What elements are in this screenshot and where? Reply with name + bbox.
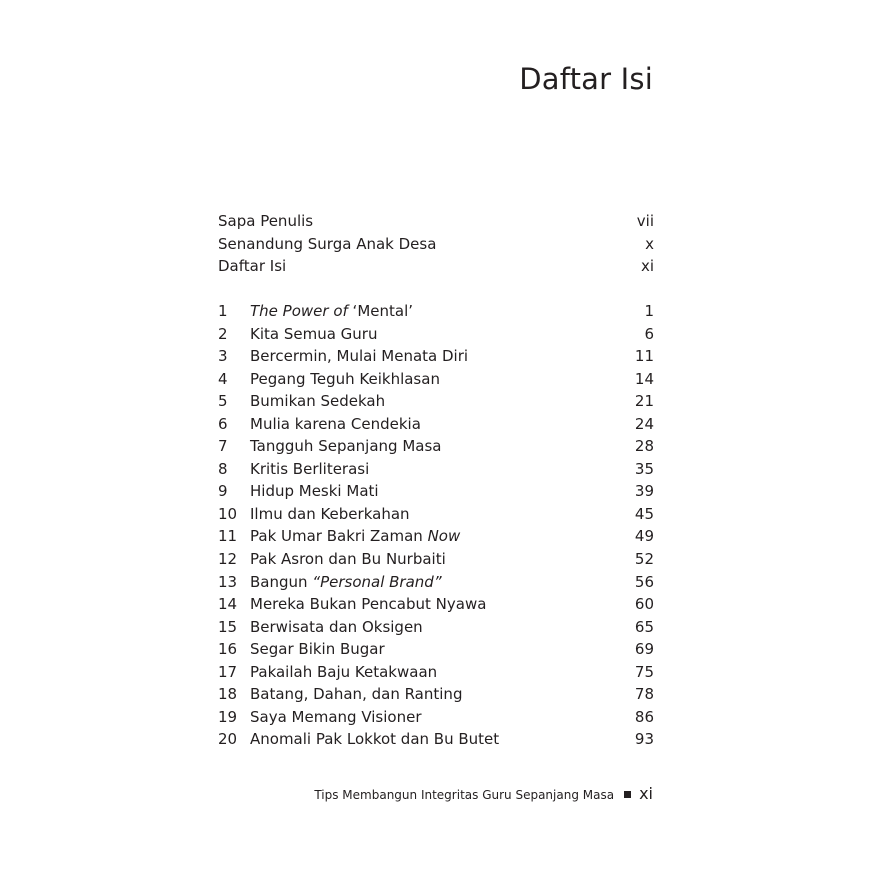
toc-chapter-row bbox=[218, 300, 654, 323]
chapter-number: 9 bbox=[218, 482, 228, 501]
chapter-page: 65 bbox=[634, 617, 654, 636]
running-footer bbox=[314, 784, 653, 803]
chapter-number: 20 bbox=[218, 730, 238, 749]
chapter-title bbox=[250, 571, 635, 594]
chapter-title-text: Anomali Pak Lokkot dan Bu Butet bbox=[250, 730, 500, 749]
toc-chapter-row bbox=[218, 683, 654, 706]
toc-chapter-row bbox=[218, 413, 654, 436]
toc-chapter-row bbox=[218, 458, 654, 481]
chapter-title bbox=[250, 661, 635, 684]
chapter-number: 18 bbox=[218, 685, 238, 704]
chapter-title-text: Pak Umar Bakri Zaman bbox=[250, 527, 428, 546]
chapter-page: 86 bbox=[634, 707, 654, 726]
chapter-number: 8 bbox=[218, 459, 228, 478]
chapter-title bbox=[250, 368, 635, 391]
toc-chapter-row bbox=[218, 503, 654, 526]
chapter-title bbox=[250, 548, 635, 571]
chapter-title-text: ‘Mental’ bbox=[347, 302, 414, 320]
chapter-title bbox=[250, 638, 635, 661]
chapter-number: 6 bbox=[218, 414, 228, 433]
toc-chapter-row bbox=[218, 435, 654, 458]
toc-chapter-row bbox=[218, 323, 654, 346]
toc-chapter-row bbox=[218, 368, 654, 391]
chapter-number: 14 bbox=[218, 595, 238, 614]
chapter-page: 1 bbox=[644, 302, 654, 320]
chapter-title-text: Berwisata dan Oksigen bbox=[250, 617, 423, 636]
chapter-title-italic: “Personal Brand” bbox=[312, 572, 442, 591]
chapter-page: 39 bbox=[634, 482, 654, 501]
chapter-title bbox=[250, 503, 635, 526]
chapter-page: 35 bbox=[634, 459, 654, 478]
chapter-number: 5 bbox=[218, 392, 228, 411]
chapter-page: 78 bbox=[634, 685, 654, 704]
chapter-page: 49 bbox=[634, 527, 654, 546]
toc-chapter-row bbox=[218, 706, 654, 729]
chapter-number: 16 bbox=[218, 640, 238, 659]
toc-entry bbox=[218, 233, 654, 256]
chapter-title-italic: The Power of bbox=[250, 302, 348, 320]
chapter-title-text: Kritis Berliterasi bbox=[250, 459, 370, 478]
chapter-title-text: Hidup Meski Mati bbox=[250, 482, 379, 501]
chapter-list bbox=[218, 300, 654, 751]
chapter-title-text: Pakailah Baju Ketakwaan bbox=[250, 662, 438, 681]
chapter-page: 11 bbox=[634, 347, 654, 366]
chapter-title-text: Bangun bbox=[250, 572, 313, 591]
chapter-title bbox=[250, 593, 635, 616]
chapter-number: 17 bbox=[218, 662, 238, 681]
toc-chapter-row bbox=[218, 390, 654, 413]
chapter-title bbox=[250, 706, 635, 729]
toc-entry-page: x bbox=[645, 234, 654, 253]
chapter-title-text: Bumikan Sedekah bbox=[250, 392, 386, 411]
footer-page-number: xi bbox=[639, 784, 653, 803]
toc-chapter-row bbox=[218, 728, 654, 751]
chapter-number: 19 bbox=[218, 707, 238, 726]
chapter-title-text: Mulia karena Cendekia bbox=[250, 414, 421, 433]
toc-entry-page: vii bbox=[636, 212, 654, 230]
chapter-number: 4 bbox=[218, 369, 228, 388]
chapter-title-text: Ilmu dan Keberkahan bbox=[250, 504, 410, 523]
toc-entry-label: Sapa Penulis bbox=[218, 212, 314, 230]
chapter-title-text: Tangguh Sepanjang Masa bbox=[250, 437, 442, 456]
chapter-number: 13 bbox=[218, 572, 238, 591]
chapter-page: 45 bbox=[634, 504, 654, 523]
toc-entry bbox=[218, 255, 654, 278]
chapter-title-text: Bercermin, Mulai Menata Diri bbox=[250, 347, 469, 366]
chapter-page: 14 bbox=[634, 369, 654, 388]
footer-book-title: Tips Membangun Integritas Guru Sepanjang Masa bbox=[314, 788, 615, 802]
chapter-page: 6 bbox=[644, 324, 654, 343]
toc-chapter-row bbox=[218, 661, 654, 684]
chapter-title bbox=[250, 683, 635, 706]
toc-entry-label: Senandung Surga Anak Desa bbox=[218, 234, 437, 253]
chapter-title-italic: Now bbox=[427, 527, 461, 546]
chapter-page: 24 bbox=[634, 414, 654, 433]
square-bullet-icon bbox=[624, 791, 631, 798]
chapter-page: 69 bbox=[634, 640, 654, 659]
chapter-number: 15 bbox=[218, 617, 238, 636]
chapter-page: 93 bbox=[634, 730, 654, 749]
toc-chapter-row bbox=[218, 480, 654, 503]
toc-entry bbox=[218, 210, 654, 233]
chapter-number: 1 bbox=[218, 302, 228, 320]
chapter-title bbox=[250, 480, 635, 503]
chapter-title-text: Mereka Bukan Pencabut Nyawa bbox=[250, 595, 487, 614]
chapter-title bbox=[250, 413, 635, 436]
chapter-page: 21 bbox=[634, 392, 654, 411]
chapter-number: 2 bbox=[218, 324, 228, 343]
chapter-title bbox=[250, 616, 635, 639]
chapter-title-text: Saya Memang Visioner bbox=[250, 707, 422, 726]
chapter-title bbox=[250, 345, 635, 368]
chapter-page: 56 bbox=[634, 572, 654, 591]
toc-chapter-row bbox=[218, 345, 654, 368]
toc-chapter-row bbox=[218, 548, 654, 571]
chapter-title bbox=[250, 728, 635, 751]
chapter-title-text: Pak Asron dan Bu Nurbaiti bbox=[250, 550, 446, 569]
chapter-page: 28 bbox=[634, 437, 654, 456]
chapter-number: 10 bbox=[218, 504, 238, 523]
chapter-number: 12 bbox=[218, 550, 238, 569]
chapter-title bbox=[250, 323, 644, 346]
chapter-title-text: Segar Bikin Bugar bbox=[250, 640, 385, 659]
chapter-title bbox=[250, 458, 635, 481]
toc-chapter-row bbox=[218, 616, 654, 639]
chapter-title-text: Batang, Dahan, dan Ranting bbox=[250, 685, 463, 704]
page-title: Daftar Isi bbox=[519, 62, 653, 96]
chapter-title bbox=[250, 525, 635, 548]
chapter-number: 3 bbox=[218, 347, 228, 366]
chapter-title bbox=[250, 300, 644, 323]
toc-entry-label: Daftar Isi bbox=[218, 257, 287, 276]
chapter-number: 11 bbox=[218, 527, 238, 546]
chapter-number: 7 bbox=[218, 437, 228, 456]
chapter-title-text: Pegang Teguh Keikhlasan bbox=[250, 369, 440, 388]
toc-chapter-row bbox=[218, 593, 654, 616]
chapter-title bbox=[250, 435, 635, 458]
chapter-page: 52 bbox=[634, 550, 654, 569]
chapter-page: 60 bbox=[634, 595, 654, 614]
toc-entry-page: xi bbox=[640, 257, 654, 276]
front-matter-list bbox=[218, 210, 654, 278]
toc-chapter-row bbox=[218, 525, 654, 548]
toc-chapter-row bbox=[218, 571, 654, 594]
chapter-title-text: Kita Semua Guru bbox=[250, 324, 378, 343]
toc-chapter-row bbox=[218, 638, 654, 661]
chapter-title bbox=[250, 390, 635, 413]
chapter-page: 75 bbox=[634, 662, 654, 681]
